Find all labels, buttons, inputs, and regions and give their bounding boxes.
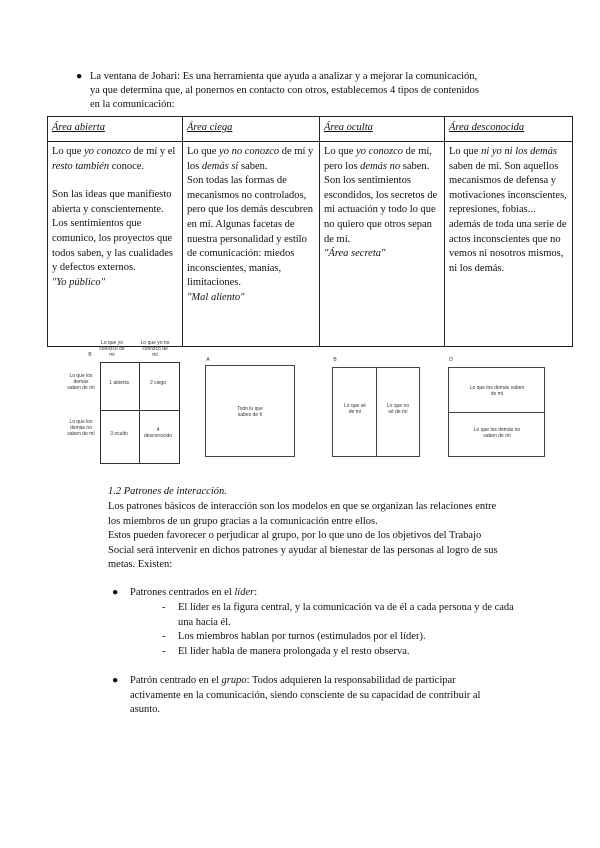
header-area-desconocida: Área desconocida (445, 117, 573, 142)
diagram3-left: Lo que sé de mí (344, 403, 366, 415)
quadrant-oculto: 3 oculto (110, 431, 128, 437)
bullet-icon: ● (112, 675, 119, 686)
col-label-known: Lo que yo conozco de mí (99, 340, 125, 358)
ciega-label: "Mal aliento" (187, 291, 245, 303)
bullet-icon: ● (112, 587, 119, 598)
section-paragraph-1: Los patrones básicos de interacción son los modelos en que se organizan las relaciones entre los miembros de un grupo gracias a la comunicación entre ellos. (108, 501, 497, 527)
johari-table (47, 116, 573, 347)
abierta-sentimientos: Los sentimientos que comunico, los proyectos que todos saben, y las cualidades y defectos externos. (52, 218, 174, 274)
header-area-abierta: Área abierta (48, 117, 183, 142)
sub-item-1: - El líder es la figura central, y la comunicación va de él a cada persona y de cada una hacia él. (162, 602, 514, 628)
section-title: 1.2 Patrones de interacción. (108, 486, 227, 497)
cell-area-ciega: Lo que yo no conozco de mí y los demás sí saben. Son todas las formas de mecanismos no controlados, pero que los demás descubren en mí. Algunas facetas de nuestra personalidad y estilo de comunicación: miedos inconscientes, manías, limitaciones. "Mal aliento" (183, 142, 320, 347)
list-item-grupo: ● Patrón centrado en el grupo: Todos adquieren la responsabilidad de participar activamente en la comunicación, siendo consciente de su capacidad de contribuir al asunto. (112, 675, 481, 716)
diagram4-top: Lo que los demás saben de mí (469, 385, 525, 397)
table-body-row (48, 142, 573, 347)
quadrant-ciego: 2 ciego (149, 380, 167, 386)
abierta-ideas: Son las ideas que manifiesto abierta y conscientemente. (52, 189, 172, 215)
col-label-unknown: Lo que yo no conozco de mí (140, 340, 170, 358)
horizontal-split-diagram (448, 367, 545, 457)
full-square-diagram (205, 365, 295, 457)
intro-paragraph (76, 70, 540, 112)
intro-line-2: ya que determina que, al ponernos en contacto con otros, establecemos 4 tipos de contenidos (90, 85, 479, 96)
grid-box (100, 362, 180, 464)
ciega-description: Son todas las formas de mecanismos no controlados, pero que los demás descubren en mí. Algunas facetas de nuestra personalidad y estilo de comunicación: miedos inconscientes, manías, limitaciones. (187, 175, 313, 289)
intro-line-1: La ventana de Johari: Es una herramienta que ayuda a analizar y a mejorar la comunicación, (90, 71, 478, 82)
cell-area-abierta: Lo que yo conozco de mí y el resto también conoce. Son las ideas que manifiesto abierta y conscientemente. Los sentimientos que comunico, los proyectos que todos saben, y las cualidades y defectos externos. "Yo público" (48, 142, 183, 347)
oculta-label: "Área secreta" (324, 248, 386, 260)
sub-item-3: - El líder habla de manera prolongada y el resto observa. (162, 646, 410, 657)
quadrant-abierta: 1 abierta (109, 380, 129, 386)
vertical-split-diagram (332, 367, 420, 457)
row-label-unknown: Lo que los demás no saben de mí (67, 419, 95, 437)
quadrant-desconocido: 4 desconocido (143, 427, 173, 439)
header-area-ciega: Área ciega (183, 117, 320, 142)
row-label-known: Lo que los demás saben de mí (67, 373, 95, 391)
bullet-icon: ● (76, 71, 83, 82)
johari-grid-diagram (67, 340, 185, 465)
cell-area-desconocida: Lo que ni yo ni los demás saben de mí. Son aquellos mecanismos de defensa y motivaciones inconscientes, represiones, fobias... además de toda una serie de actos inconscientes que no vemos ni nosotros mismos, ni los demás. (445, 142, 573, 347)
intro-line-3: en la comunicación: (90, 99, 175, 110)
table-header-row (48, 117, 573, 142)
diagram-letter: B (88, 352, 92, 358)
list-item-lider: ● Patrones centrados en el líder: (130, 586, 257, 601)
diagram3-letter: B (333, 357, 337, 363)
diagram3-right: Lo que no sé de mí (386, 403, 410, 415)
header-area-oculta: Área oculta (320, 117, 445, 142)
diagram4-bottom: Lo que los demás no saben de mí (473, 427, 521, 439)
diagram4-letter: D (449, 357, 453, 363)
cell-area-oculta: Lo que yo conozco de mí, pero los demás no saben. Son los sentimientos escondidos, los secretos de mi actuación y todo lo que no quiero que otros sepan de mí. "Área secreta" (320, 142, 445, 347)
oculta-description: Son los sentimientos escondidos, los secretos de mi actuación y todo lo que no quiero que otros sepan de mí. (324, 175, 438, 245)
sub-item-2: - Los miembros hablan por turnos (estimulados por el líder). (162, 631, 426, 642)
abierta-label: "Yo público" (52, 276, 106, 288)
diagram2-text: Todo lo que sabes de tí (237, 406, 263, 418)
diagram2-letter: A (206, 357, 210, 363)
section-paragraph-2: Estos pueden favorecer o perjudicar al grupo, por lo que uno de los objetivos del Trabajo Social será intervenir en dichos patrones y ayudar al bienestar de las personas al logro de sus metas. Existen: (108, 530, 498, 571)
